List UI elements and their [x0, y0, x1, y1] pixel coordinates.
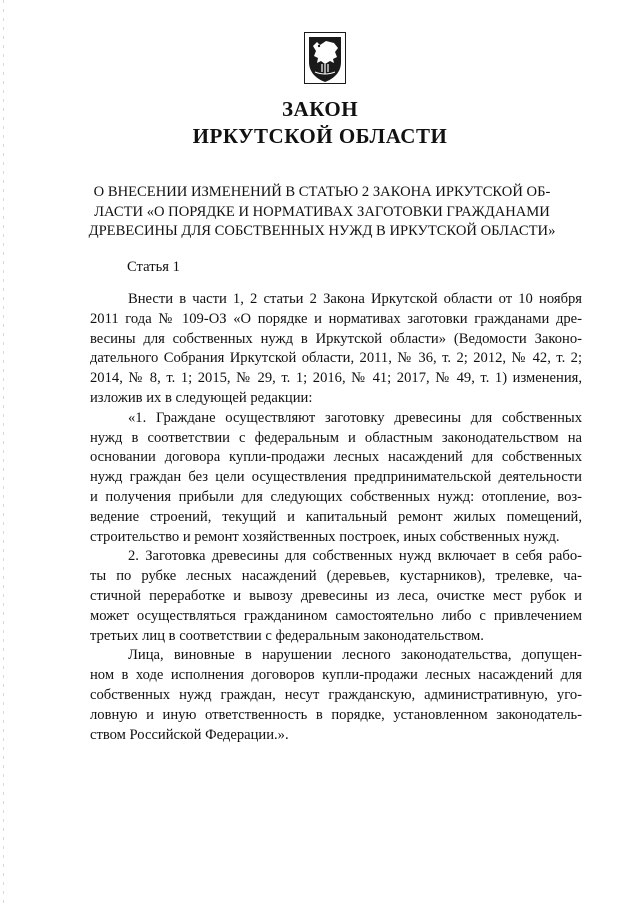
text-line: ловную и иную ответственность в порядке, установленном законодатель- [90, 706, 582, 723]
heading-line: ДРЕВЕСИНЫ ДЛЯ СОБСТВЕННЫХ НУЖД В ИРКУТСКОЙ ОБЛАСТИ» [88, 223, 556, 239]
text-line: нужд граждан без цели осуществления предпринимательской деятельности [90, 469, 582, 486]
paragraph-part-2 [90, 547, 582, 646]
text-line: ведение строений, текущий и капитальный ремонт жилых помещений, [90, 508, 582, 525]
paragraph-liability [90, 646, 582, 745]
law-heading [72, 183, 572, 242]
paragraph-part-1 [90, 409, 582, 548]
article-body [90, 290, 582, 745]
text-line: ном в ходе исполнения договоров купли-продажи лесных насаждений для [90, 667, 582, 684]
text-line: основании договора купли-продажи лесных насаждений для собственных [90, 449, 582, 466]
text-line: весины для собственных нужд в Иркутской области» (Ведомости Законо- [90, 330, 582, 347]
paragraph-intro [90, 290, 582, 409]
heading-line: ЛАСТИ «О ПОРЯДКЕ И НОРМАТИВАХ ЗАГОТОВКИ ГРАЖДАНАМИ [94, 203, 550, 220]
text-line: Внести в части 1, 2 статьи 2 Закона Иркутской области от 10 ноября [128, 291, 582, 307]
text-line: 2011 года № 109-ОЗ «О порядке и нормативах заготовки гражданами дре- [90, 310, 582, 327]
text-line: «1. Граждане осуществляют заготовку древесины для собственных [128, 409, 582, 426]
coat-of-arms-icon [304, 32, 346, 84]
law-title-line2: ИРКУТСКОЙ ОБЛАСТИ [192, 124, 448, 148]
heading-line: О ВНЕСЕНИИ ИЗМЕНЕНИЙ В СТАТЬЮ 2 ЗАКОНА ИРКУТСКОЙ ОБ- [93, 184, 551, 200]
text-line: Лица, виновные в нарушении лесного законодательства, допущен- [128, 647, 582, 664]
text-line: и получения прибыли для следующих собственных нужд: отопление, воз- [90, 488, 582, 505]
text-line: ты по рубке лесных насаждений (деревьев, кустарников), трелевке, ча- [90, 568, 582, 585]
text-line: стичной переработке и вывозу древесины из леса, очистке мест рубок и [90, 587, 582, 604]
text-line: ством Российской Федерации.». [90, 726, 289, 743]
text-line: 2014, № 8, т. 1; 2015, № 29, т. 1; 2016, № 41; 2017, № 49, т. 1) изменения, [90, 370, 582, 387]
text-line: 2. Заготовка древесины для собственных нужд включает в себя рабо- [128, 548, 582, 565]
text-line: может осуществляться гражданином самостоятельно либо с привлечением [90, 607, 582, 624]
text-line: нужд в соответствии с федеральным и областным законодательством на [90, 429, 582, 446]
text-line: изложив их в следующей редакции: [90, 389, 313, 406]
text-line: дательного Собрания Иркутской области, 2011, № 36, т. 2; 2012, № 42, т. 2; [90, 350, 582, 367]
text-line: строительство и ремонт хозяйственных построек, иных собственных нужд. [90, 528, 560, 545]
text-line: третьих лиц в соответствии с федеральным законодательством. [90, 627, 484, 644]
article-label: Статья 1 [127, 259, 180, 275]
text-line: собственных нужд граждан, несут гражданскую, административную, уго- [90, 686, 582, 703]
law-title-line1: ЗАКОН [281, 97, 359, 121]
